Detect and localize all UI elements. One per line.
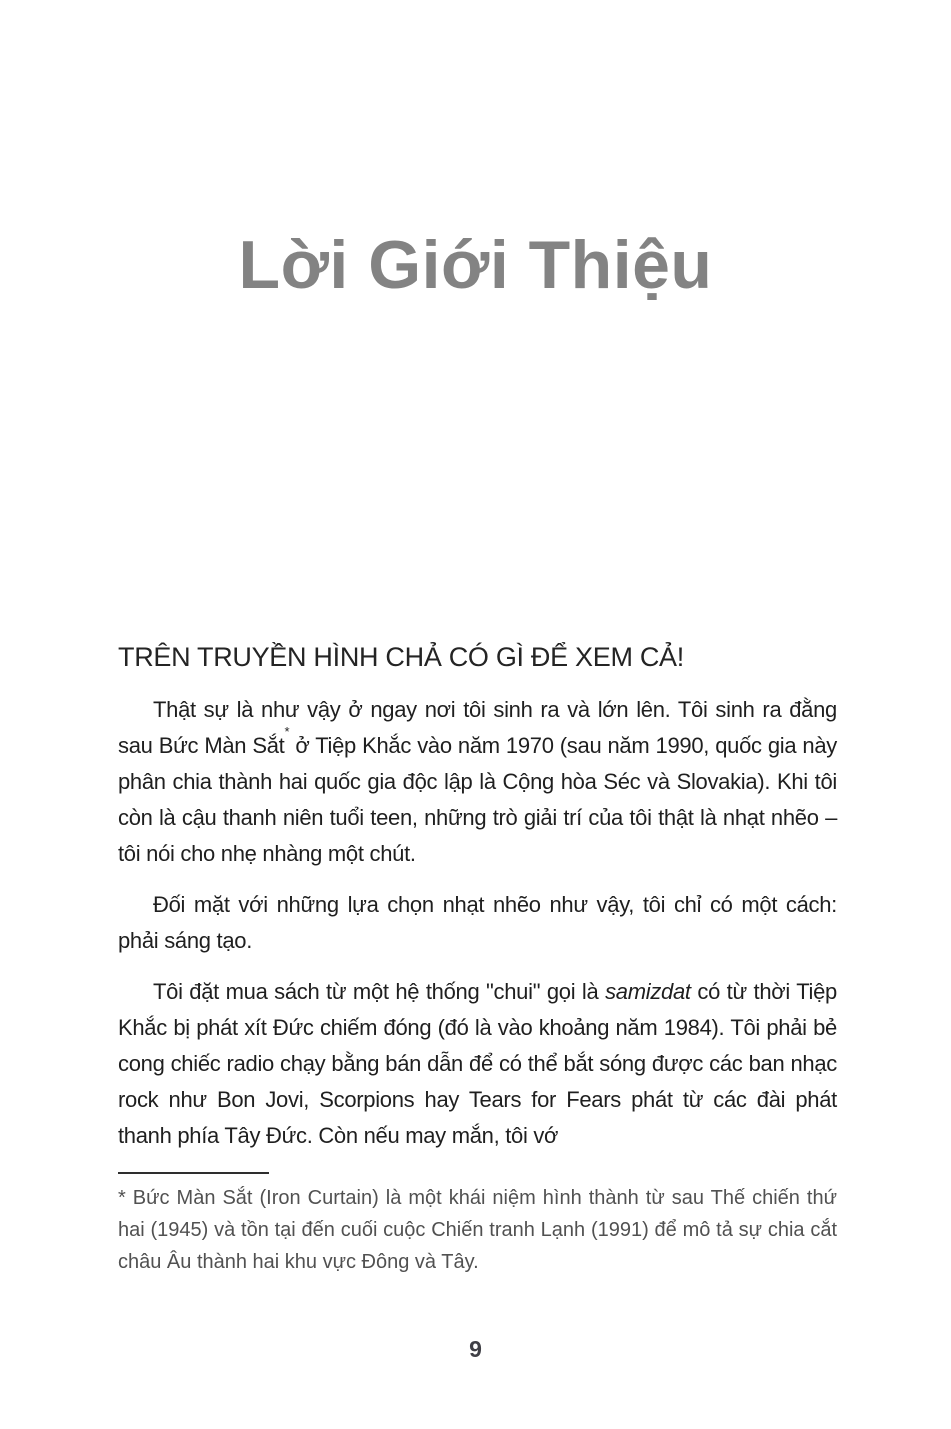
paragraph-text: Đối mặt với những lựa chọn nhạt nhẽo như vậy, tôi chỉ có một cách: phải sáng tạo.: [118, 892, 837, 953]
paragraph-text: Tôi đặt mua sách từ một hệ thống "chui" gọi là: [153, 979, 606, 1004]
paragraph: [118, 887, 837, 959]
page-number: 9: [469, 1336, 482, 1362]
paragraph: [118, 974, 837, 1154]
footnote-separator: [118, 1172, 269, 1174]
footnote-text: * Bức Màn Sắt (Iron Curtain) là một khái niệm hình thành từ sau Thế chiến thứ hai (1945) và tồn tại đến cuối cuộc Chiến tranh Lạnh (1991) để mô tả sự chia cắt châu Âu thành hai khu vực Đông và Tây.: [118, 1187, 837, 1273]
section-heading: TRÊN TRUYỀN HÌNH CHẢ CÓ GÌ ĐỂ XEM CẢ!: [118, 642, 684, 672]
footnote-marker: *: [284, 723, 290, 739]
paragraph: [118, 692, 837, 872]
paragraph-text: ở Tiệp Khắc vào năm 1970 (sau năm 1990, quốc gia này phân chia thành hai quốc gia độc lập là Cộng hòa Séc và Slovakia). Khi tôi còn là cậu thanh niên tuổi teen, những trò giải trí của tôi thật là nhạt nhẽo – tôi nói cho nhẹ nhàng một chút.: [118, 733, 837, 866]
body-text: [118, 692, 837, 1169]
paragraph-text: Thật sự là như vậy ở ngay nơi tôi sinh ra và lớn lên. Tôi sinh ra đằng sau Bức Màn Sắt: [118, 697, 837, 758]
chapter-title: Lời Giới Thiệu: [238, 227, 713, 303]
italic-term: samizdat: [605, 979, 691, 1004]
paragraph-text: có từ thời Tiệp Khắc bị phát xít Đức chiếm đóng (đó là vào khoảng năm 1984). Tôi phải bẻ cong chiếc radio chạy bằng bán dẫn để có thể bắt sóng được các ban nhạc rock như Bon Jovi, Scorpions hay Tears for Fears phát từ các đài phát thanh phía Tây Đức. Còn nếu may mắn, tôi vớ: [118, 979, 837, 1148]
